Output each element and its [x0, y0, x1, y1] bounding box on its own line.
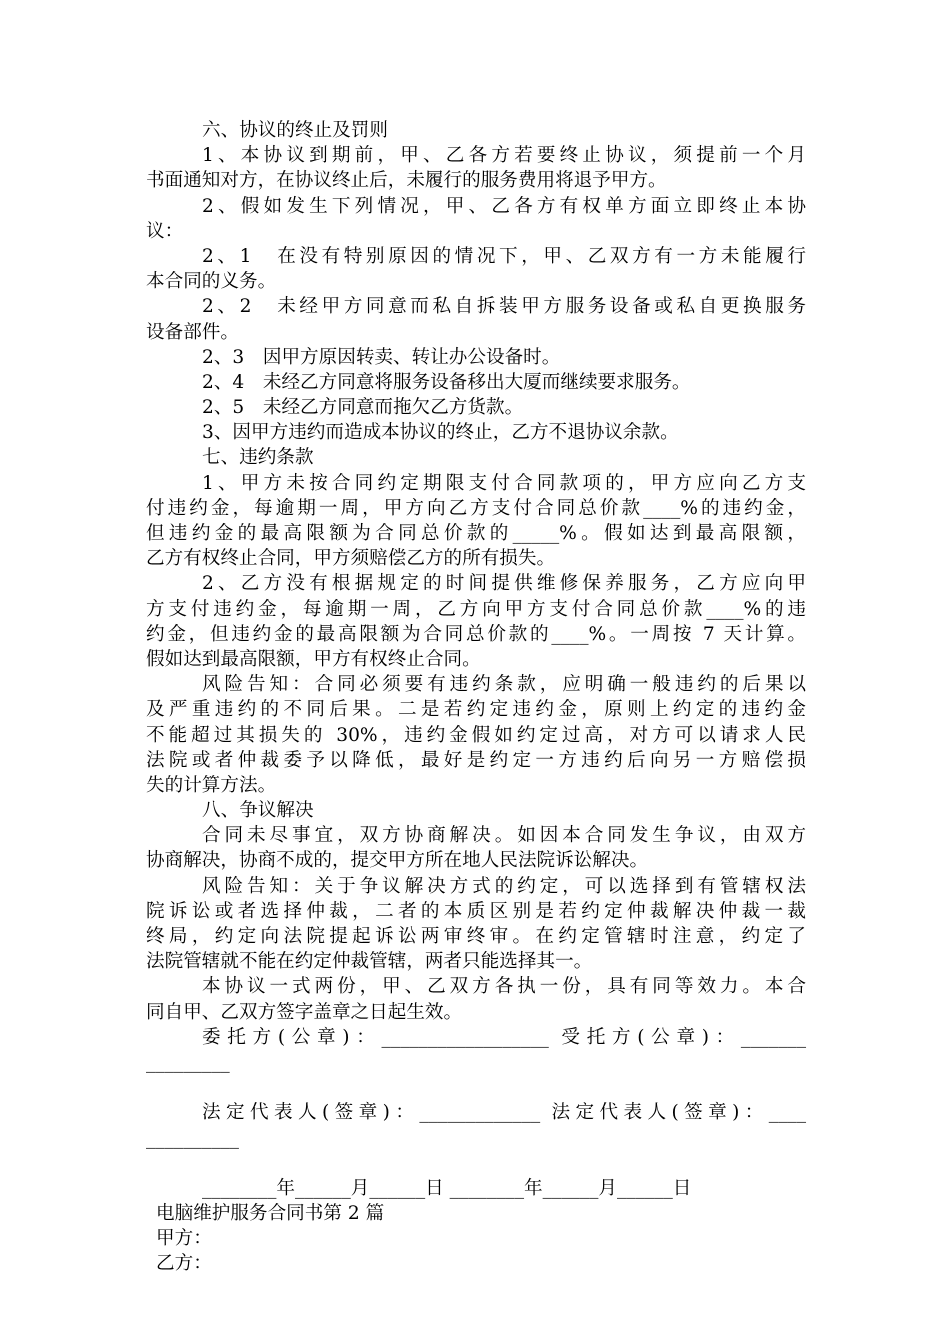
document-line: 乙方：	[156, 1253, 212, 1275]
document-line: 2、3 因甲方原因转卖、转让办公设备时。	[202, 346, 561, 368]
document-line: 2、4 未经乙方同意将服务设备移出大厦而继续要求服务。	[202, 371, 691, 393]
document-page	[146, 118, 806, 1277]
document-line: 八、争议解决	[202, 800, 314, 822]
document-line: 本合同的义务。	[146, 271, 277, 293]
document-line: 假如达到最高限额，甲方有权终止合同。	[146, 648, 481, 670]
document-line: 本协议一式两份，甲、乙双方各执一份，具有同等效力。本合	[202, 976, 806, 998]
document-line	[146, 1151, 806, 1176]
document-line	[146, 1075, 806, 1100]
document-line: _________	[146, 1051, 230, 1073]
document-line: 失的计算方法。	[146, 774, 277, 796]
document-line: 委托方(公章)：__________________ 受托方(公章)：_______	[202, 1026, 806, 1048]
document-line: 七、违约条款	[202, 447, 314, 469]
document-line: 法定代表人(签章)：_____________ 法定代表人(签章)：____	[202, 1102, 806, 1124]
document-line: 付违约金，每逾期一周，甲方向乙方支付合同总价款____%的违约金，	[146, 497, 806, 519]
document-body	[146, 118, 806, 1277]
document-line: 1、本协议到期前，甲、乙各方若要终止协议，须提前一个月	[202, 145, 806, 167]
document-line: 2、5 未经乙方同意而拖欠乙方货款。	[202, 397, 524, 419]
document-line: 合同未尽事宜，双方协商解决。如因本合同发生争议，由双方	[202, 825, 806, 847]
document-line: 约金，但违约金的最高限额为合同总价款的____%。一周按 7 天计算。	[146, 623, 806, 645]
document-line: 法院或者仲裁委予以降低，最好是约定一方违约后向另一方赔偿损	[146, 749, 806, 771]
document-line: 1、甲方未按合同约定期限支付合同款项的，甲方应向乙方支	[202, 472, 806, 494]
document-line: 协商解决，协商不成的，提交甲方所在地人民法院诉讼解决。	[146, 850, 649, 872]
document-line: 但违约金的最高限额为合同总价款的_____%。假如达到最高限额，	[146, 523, 806, 544]
document-line: 风险告知：合同必须要有违约条款，应明确一般违约的后果以	[202, 674, 806, 696]
document-line: 同自甲、乙双方签字盖章之日起生效。	[146, 1001, 463, 1023]
document-line: 书面通知对方，在协议终止后，未履行的服务费用将退予甲方。	[146, 170, 667, 192]
document-line: 风险告知：关于争议解决方式的约定，可以选择到有管辖权法	[202, 875, 806, 897]
document-line: 院诉讼或者选择仲裁，二者的本质区别是若约定仲裁解决仲裁一裁	[146, 900, 806, 922]
document-line: 2、1 在没有特别原因的情况下，甲、乙双方有一方未能履行	[202, 245, 806, 267]
document-line: __________	[146, 1127, 239, 1149]
document-line: 六、协议的终止及罚则	[202, 120, 388, 141]
document-line: 终局，约定向法院提起诉讼两审终审。在约定管辖时注意，约定了	[146, 926, 806, 947]
document-line: 设备部件。	[146, 321, 239, 343]
document-line: 不能超过其损失的 30%，违约金假如约定过高，对方可以请求人民	[146, 724, 806, 746]
document-line: 2、乙方没有根据规定的时间提供维修保养服务，乙方应向甲	[202, 573, 806, 595]
document-line: 电脑维护服务合同书第 2 篇	[156, 1203, 385, 1225]
document-line: 甲方：	[156, 1228, 212, 1250]
document-line: 法院管辖就不能在约定仲裁管辖，两者只能选择其一。	[146, 951, 593, 973]
document-line: 及严重违约的不同后果。二是若约定违约金，原则上约定的违约金	[146, 699, 806, 721]
document-line: 方支付违约金，每逾期一周，乙方向甲方支付合同总价款____%的违	[146, 598, 806, 620]
document-line: 2、2 未经甲方同意而私自拆装甲方服务设备或私自更换服务	[202, 296, 806, 318]
document-line: 乙方有权终止合同，甲方须赔偿乙方的所有损失。	[146, 548, 556, 570]
document-line: 3、因甲方违约而造成本协议的终止，乙方不退协议余款。	[202, 422, 679, 444]
document-line: ________年______月______日 ________年______月______日	[202, 1177, 692, 1199]
document-line: 2、假如发生下列情况，甲、乙各方有权单方面立即终止本协	[202, 195, 806, 217]
document-line: 议：	[146, 220, 184, 242]
